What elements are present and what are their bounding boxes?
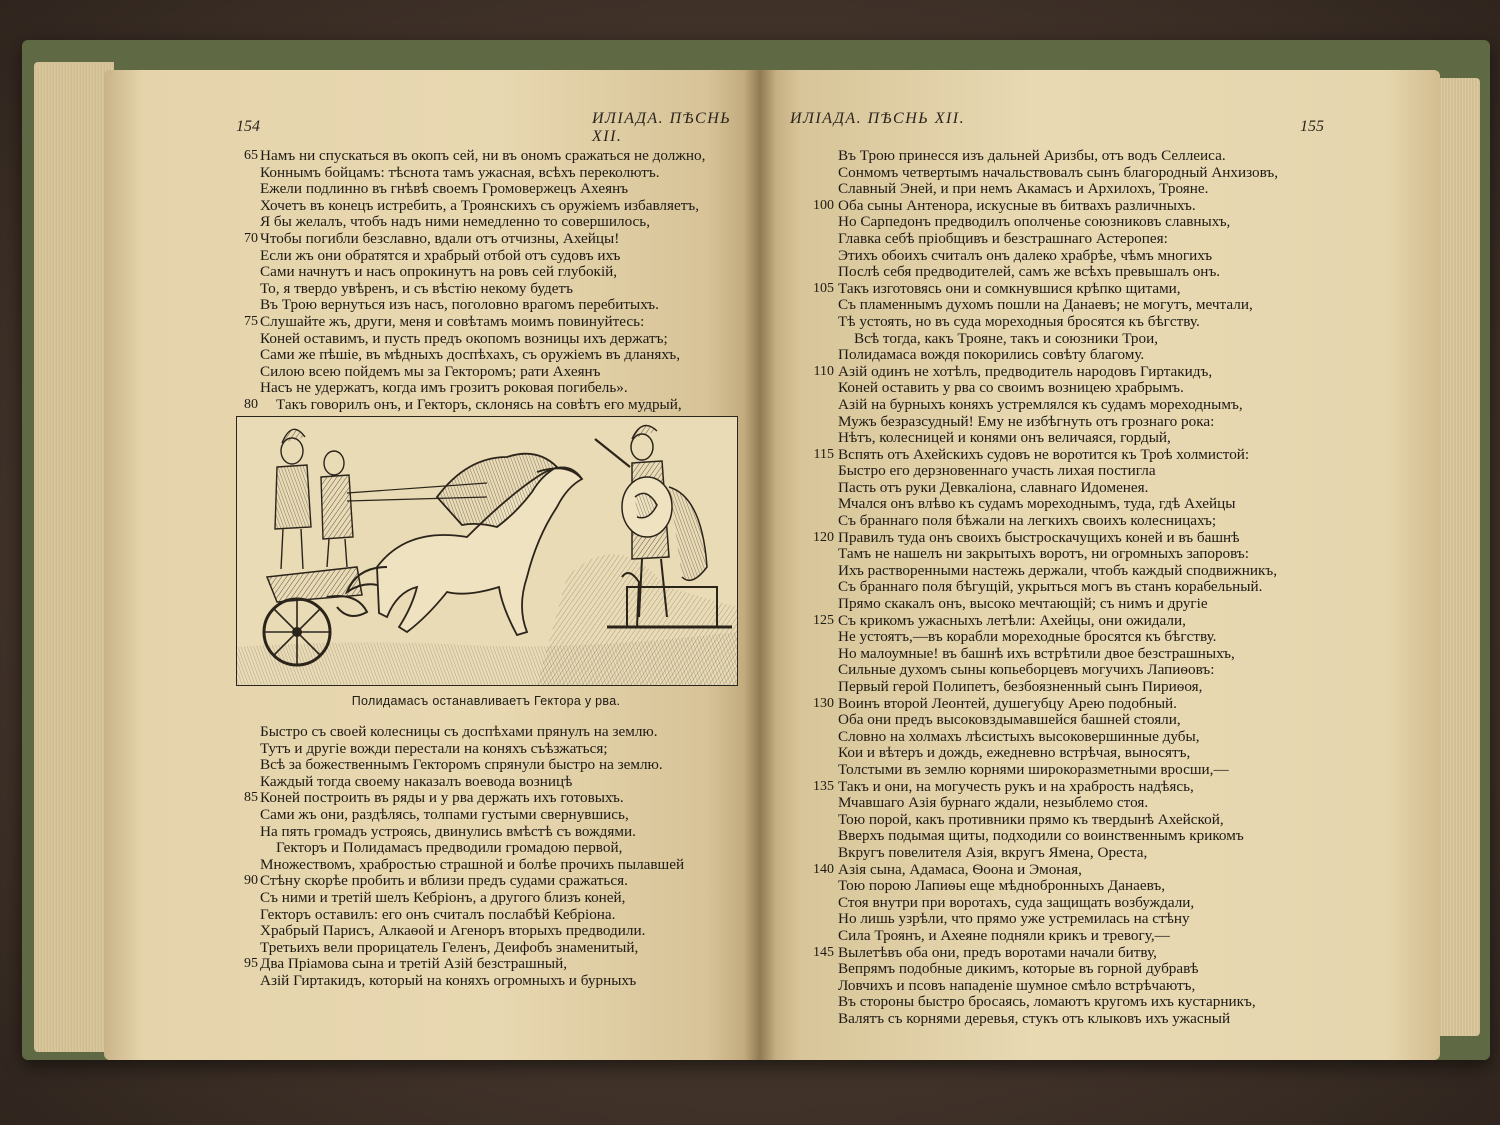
line-number: 130 [813, 695, 834, 711]
verse-line [260, 165, 705, 182]
verse-text: Не устоятъ,—въ корабли мореходные бросятся къ бѣгству. [838, 628, 1217, 646]
verse-line [838, 264, 1278, 281]
verse-line [260, 724, 684, 741]
verse-line [260, 214, 705, 231]
verse-text: Толстыми въ землю корнями широкоразметными вросши,— [838, 760, 1229, 778]
verse-text: Но Сарпедонъ предводилъ ополченье союзниковъ славныхъ, [838, 213, 1231, 231]
verse-line [260, 890, 684, 907]
verse-line [260, 774, 684, 791]
verse-text: Азій Гиртакидъ, который на коняхъ огромныхъ и бурныхъ [260, 971, 637, 989]
book-gutter [744, 70, 776, 1060]
verse-text: Кои и вѣтеръ и дождь, ежедневно встрѣчая, выносятъ, [838, 744, 1191, 762]
verse-line [838, 331, 1278, 348]
right-page [760, 70, 1440, 1060]
verse-line [244, 312, 705, 331]
verse-line [838, 911, 1278, 928]
verse-line [838, 496, 1278, 513]
verse-text: Въ стороны быстро бросаясь, ломаютъ кругомъ ихъ кустарникъ, [838, 993, 1256, 1011]
verse-text: Въ Трою принесся изъ дальней Аризбы, отъ водъ Селлеиса. [838, 147, 1226, 164]
verse-text: Такъ говорилъ онъ, и Гекторъ, склонясь на совѣтъ его мудрый, [276, 395, 682, 413]
verse-line [838, 646, 1278, 663]
verse-line [244, 147, 706, 165]
verse-text: Вспять отъ Ахейскихъ судовъ не воротится къ Троѣ холмистой: [838, 445, 1250, 463]
verse-line [838, 895, 1278, 912]
verse-text: Коней построить въ ряды и у рва держать ихъ готовыхъ. [260, 789, 624, 807]
verse-text: Словно на холмахъ лѣсистыхъ высоковершинные дубы, [838, 727, 1200, 745]
verse-text: Пасть отъ руки Девкаліона, славнаго Идоменея. [838, 478, 1149, 496]
verse-line [838, 596, 1278, 613]
verse-line [838, 762, 1278, 779]
verse-line [838, 745, 1278, 762]
verse-text: Азій на бурныхъ коняхъ устремлялся къ судамъ мореходнымъ, [838, 395, 1243, 413]
verse-line [260, 807, 684, 824]
verse-line [838, 679, 1278, 696]
verse-line [838, 845, 1278, 862]
verse-line [260, 380, 705, 397]
verse-line [838, 729, 1278, 746]
line-number: 105 [813, 280, 834, 296]
verse-text: Азія сына, Адамаса, Ѳоона и Эмоная, [838, 860, 1082, 878]
verse-text: Каждый тогда своему наказалъ воевода возницѣ [260, 772, 573, 790]
page-number: 155 [1300, 118, 1324, 135]
verse-line [260, 264, 705, 281]
verse-text: Тутъ и другіе вожди перестали на коняхъ съѣзжаться; [260, 739, 608, 757]
verse-text: Намъ ни спускаться въ окопъ сей, ни въ ономъ сражаться не должно, [260, 147, 706, 164]
verse-line [260, 181, 705, 198]
line-number: 75 [244, 313, 258, 329]
verse-line [838, 513, 1278, 530]
verse-text: Тамъ не нашелъ ни закрытыхъ воротъ, ни огромныхъ запоровъ: [838, 545, 1250, 563]
verse-line [838, 480, 1278, 497]
verse-line [260, 741, 684, 758]
verse-line [838, 629, 1278, 646]
verse-text: Быстро его дерзновеннаго участь лихая постигла [838, 462, 1156, 480]
left-page [104, 70, 760, 1060]
verse-line [244, 955, 684, 973]
verse-line [244, 229, 705, 248]
verse-text: Нѣтъ, колесницей и конями онъ величаяся, гордый, [838, 429, 1171, 447]
verse-text: Такъ изготовясь они и сомкнувшися крѣпко щитами, [838, 279, 1181, 297]
verse-line [260, 331, 705, 348]
verse-line [813, 445, 1278, 464]
verse-line [260, 840, 684, 857]
verse-line [260, 857, 684, 874]
verse-line [838, 978, 1278, 995]
verse-text: Чтобы погибли безславно, вдали отъ отчизны, Ахейцы! [260, 229, 620, 247]
page-number: 154 [236, 118, 260, 135]
verse-block [813, 147, 1279, 1027]
verse-text: Правилъ туда онъ своихъ быстроскачущихъ коней и въ башнѣ [838, 528, 1240, 546]
verse-text: Тѣ устоять, но въ суда мореходныя бросятся къ бѣгству. [838, 312, 1200, 330]
verse-line [838, 214, 1278, 231]
verse-line [838, 994, 1278, 1011]
verse-line [838, 712, 1278, 729]
verse-line [260, 923, 684, 940]
verse-text: Гекторъ и Полидамасъ предводили громадою первой, [276, 839, 623, 857]
line-number: 80 [244, 396, 258, 412]
verse-text: Валятъ съ корнями деревья, стукъ отъ клыковъ ихъ ужасный [838, 1009, 1231, 1027]
line-number: 110 [813, 363, 834, 379]
verse-line [260, 824, 684, 841]
verse-text: Сами жъ они, раздѣлясь, толпами густыми свернувшись, [260, 805, 629, 823]
verse-text: Гекторъ оставилъ: его онъ считалъ послабѣй Кебріона. [260, 905, 616, 923]
verse-text: Прямо скакалъ онъ, высоко мечтающій; съ нимъ и другіе [838, 595, 1208, 613]
verse-block-top [244, 147, 706, 414]
verse-text: Быстро съ своей колесницы съ доспѣхами прянулъ на землю. [260, 723, 658, 740]
verse-text: Третьихъ вели прорицатель Геленъ, Деифобъ знаменитый, [260, 938, 639, 956]
verse-text: На пять громадъ устроясь, двинулись вмѣстѣ съ вождями. [260, 822, 636, 840]
page-edges-left [34, 62, 114, 1052]
verse-line [838, 828, 1278, 845]
verse-text: Тою порой, какъ противники прямо къ твердынѣ Ахейской, [838, 810, 1224, 828]
verse-text: Мчался онъ влѣво къ судамъ мореходнымъ, туда, гдѣ Ахейцы [838, 495, 1236, 513]
verse-line [813, 528, 1278, 547]
verse-line [260, 248, 705, 265]
verse-text: Коннымъ бойцамъ: тѣснота тамъ ужасная, всѣхъ переколютъ. [260, 163, 660, 181]
verse-line [838, 563, 1278, 580]
line-number: 95 [244, 956, 258, 972]
verse-text: Съ крикомъ ужасныхъ летѣли: Ахейцы, они ожидали, [838, 611, 1186, 629]
verse-line [838, 248, 1278, 265]
verse-text: Воинъ второй Леонтей, душегубцу Арею подобный. [838, 694, 1177, 712]
verse-line [838, 463, 1278, 480]
verse-text: Оба они предъ высоковздымавшейся башней стояли, [838, 711, 1181, 729]
verse-text: То, я твердо увѣренъ, и съ вѣстію некому будетъ [260, 279, 573, 297]
verse-text: Но лишь узрѣли, что прямо уже устремилась на стѣну [838, 910, 1190, 928]
verse-line [813, 611, 1278, 630]
verse-line [838, 148, 1278, 165]
verse-text: Съ браннаго поля бѣжали на легкихъ своихъ колесницахъ; [838, 512, 1217, 530]
illustration-caption: Полидамасъ останавливаетъ Гектора у рва. [351, 694, 621, 708]
verse-line [260, 364, 705, 381]
verse-line [838, 546, 1278, 563]
verse-text: Съ браннаго поля бѣгущій, укрыться могъ въ станъ корабельный. [838, 578, 1263, 596]
verse-text: Коней оставимъ, и пусть предъ окопомъ возницы ихъ держатъ; [260, 329, 668, 347]
line-number: 90 [244, 873, 258, 889]
verse-text: Ежели подлинно въ гнѣвѣ своемъ Громовержецъ Ахеянъ [260, 180, 629, 198]
line-number: 120 [813, 529, 834, 545]
verse-text: Славный Эней, и при немъ Акамасъ и Архилохъ, Трояне. [838, 180, 1209, 198]
verse-text: Азій одинъ не хотѣлъ, предводитель народовъ Гиртакидъ, [838, 362, 1213, 380]
verse-line [838, 380, 1278, 397]
line-number: 85 [244, 790, 258, 806]
verse-line [813, 777, 1278, 796]
line-number: 115 [813, 446, 834, 462]
verse-line [813, 196, 1278, 215]
verse-line [838, 961, 1278, 978]
verse-line [838, 812, 1278, 829]
verse-text: Сила Троянъ, и Ахеяне подняли крикъ и тревогу,— [838, 926, 1170, 944]
verse-line [838, 397, 1278, 414]
verse-line [838, 795, 1278, 812]
verse-line [838, 347, 1278, 364]
verse-line [838, 1011, 1278, 1028]
verse-text: Если жъ они обратятся и храбрый отбой отъ судовъ ихъ [260, 246, 621, 264]
verse-line [260, 297, 705, 314]
verse-text: Такъ и они, на могучесть рукъ и на храбрость надѣясь, [838, 777, 1194, 795]
verse-line [838, 662, 1278, 679]
verse-text: Сами начнутъ и насъ опрокинутъ на ровъ сей глубокій, [260, 263, 618, 281]
verse-text: Сильные духомъ сыны копьеборцевъ могучихъ Лапиѳовъ: [838, 661, 1215, 679]
verse-line [260, 973, 684, 990]
verse-line [244, 789, 684, 807]
verse-text: Послѣ себя предводителей, самъ же всѣхъ превышалъ онъ. [838, 263, 1221, 281]
verse-block-bottom [244, 723, 685, 990]
verse-line [813, 362, 1278, 381]
verse-line [838, 414, 1278, 431]
running-head: ИЛІАДА. ПѢСНЬ XII. [790, 110, 966, 127]
verse-text: Стоя внутри при воротахъ, суда защищать возбуждали, [838, 893, 1195, 911]
verse-text: Но малоумные! въ башнѣ ихъ встрѣтили двое безстрашныхъ, [838, 644, 1235, 662]
verse-text: Вкругъ повелителя Азія, вкругъ Ямена, Ореста, [838, 843, 1148, 861]
verse-text: Ихъ растворенными настежь держали, чтобъ каждый сподвижникъ, [838, 561, 1278, 579]
verse-text: Множествомъ, храбростью страшной и болѣе прочихъ пылавшей [260, 855, 685, 873]
verse-text: Всѣ за божественнымъ Гекторомъ спрянули быстро на землю. [260, 756, 663, 774]
line-number: 140 [813, 861, 834, 877]
verse-line [260, 907, 684, 924]
line-number: 125 [813, 612, 834, 628]
line-number: 70 [244, 230, 258, 246]
verse-line [813, 694, 1278, 713]
verse-text: Полидамаса вождя покорились совѣту благому. [838, 346, 1145, 364]
verse-text: Вверхъ подымая щиты, подходили со воинственнымъ крикомъ [838, 827, 1244, 845]
verse-text: Первый герой Полипетъ, безбоязненный сынъ Пириѳоя, [838, 678, 1203, 695]
line-number: 145 [813, 944, 834, 960]
verse-line [838, 878, 1278, 895]
verse-text: Вепрямъ подобные дикимъ, которые въ горной дубравѣ [838, 960, 1199, 978]
verse-text: Съ ними и третій шелъ Кебріонъ, а другого близъ коней, [260, 888, 626, 906]
verse-text: Мужъ безразсудный! Ему не избѣгнуть отъ грознаго рока: [838, 412, 1215, 430]
verse-text: Слушайте жъ, други, меня и совѣтамъ моимъ повинуйтесь: [260, 312, 645, 330]
verse-text: Мчавшаго Азія бурнаго ждали, незыблемо стоя. [838, 794, 1149, 812]
engraving-illustration [236, 416, 738, 686]
verse-text: Главка себѣ пріобщивъ и безстрашнаго Астеропея: [838, 229, 1168, 247]
verse-line [260, 198, 705, 215]
verse-line [838, 430, 1278, 447]
verse-line [813, 943, 1278, 962]
verse-line [260, 940, 684, 957]
verse-text: Сонмомъ четвертымъ начальствовалъ сынъ благородный Анхизовъ, [838, 163, 1279, 181]
verse-text: Храбрый Парисъ, Алкаѳой и Агеноръ вторыхъ предводили. [260, 922, 646, 940]
line-number: 135 [813, 778, 834, 794]
verse-text: Съ пламеннымъ духомъ пошли на Данаевъ; не могутъ, мечтали, [838, 296, 1253, 314]
verse-line [838, 165, 1278, 182]
verse-text: Всѣ тогда, какъ Трояне, такъ и союзники Трои, [854, 329, 1159, 347]
verse-line [838, 928, 1278, 945]
verse-line [813, 279, 1278, 298]
verse-line [838, 231, 1278, 248]
verse-line [260, 347, 705, 364]
verse-text: Силою всею пойдемъ мы за Гекторомъ; рати Ахеянъ [260, 362, 601, 380]
verse-line [838, 579, 1278, 596]
verse-line [260, 757, 684, 774]
verse-text: Сами же пѣшіе, въ мѣдныхъ доспѣхахъ, съ оружіемъ въ дланяхъ, [260, 346, 681, 364]
verse-text: Вылетѣвъ оба они, предъ воротами начали битву, [838, 943, 1157, 961]
running-head: ИЛІАДА. ПѢСНЬ XII. [592, 110, 732, 145]
verse-text: Этихъ обоихъ считалъ онъ далеко храбрѣе, чѣмъ многихъ [838, 246, 1213, 264]
verse-text: Два Пріамова сына и третій Азій безстрашный, [260, 955, 567, 973]
verse-text: Стѣну скорѣе пробить и вблизи предъ судами сражаться. [260, 872, 628, 890]
verse-line [838, 314, 1278, 331]
verse-text: Хочетъ въ конецъ истребить, а Троянскихъ съ оружіемъ избавляетъ, [260, 196, 700, 214]
verse-line [260, 281, 705, 298]
verse-text: Я бы желалъ, чтобъ надъ ними немедленно то совершилось, [260, 213, 651, 231]
line-number: 100 [813, 197, 834, 213]
verse-text: Ловчихъ и псовъ нападеніе шумное смѣло встрѣчаютъ, [838, 976, 1196, 994]
verse-line [244, 872, 684, 890]
verse-text: Тою порою Лапиѳы еще мѣднобронныхъ Данаевъ, [838, 877, 1166, 895]
verse-text: Въ Трою вернуться изъ насъ, поголовно врагомъ перебитыхъ. [260, 296, 659, 314]
verse-line [813, 860, 1278, 879]
verse-text: Коней оставить у рва со своимъ возницею храбрымъ. [838, 379, 1184, 397]
line-number: 65 [244, 148, 258, 163]
verse-line [244, 395, 705, 414]
verse-line [838, 297, 1278, 314]
verse-text: Оба сыны Антенора, искусные въ битвахъ различныхъ. [838, 196, 1196, 214]
verse-line [838, 181, 1278, 198]
verse-text: Насъ не удержатъ, когда имъ грозитъ роковая погибель». [260, 379, 628, 397]
chariot-engraving [237, 417, 737, 685]
